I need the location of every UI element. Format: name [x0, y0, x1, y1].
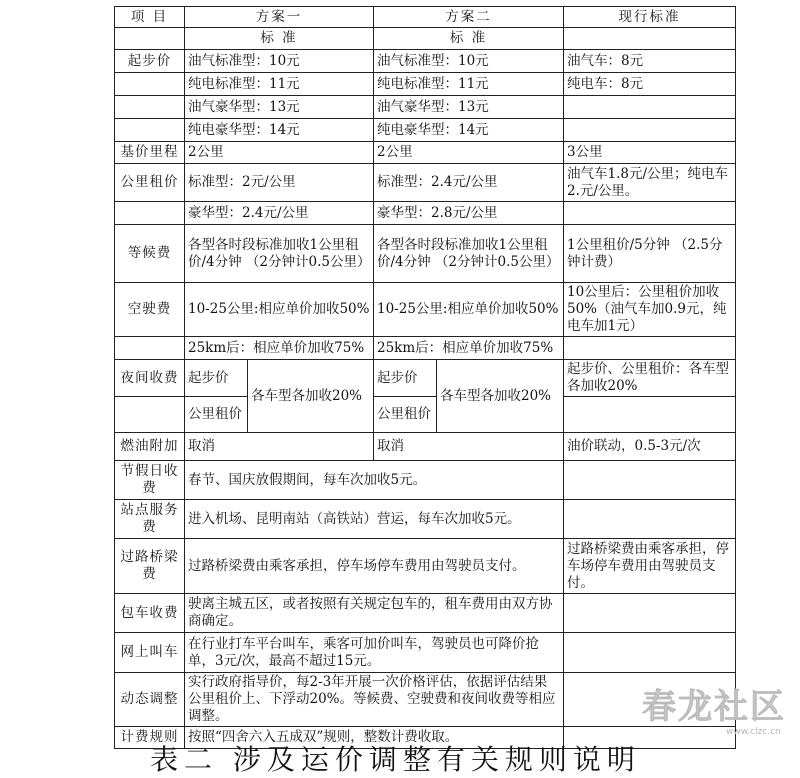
cell: 公里租价: [374, 397, 437, 433]
cell: 标准型：2元/公里: [185, 164, 374, 202]
table-row: [115, 337, 736, 360]
cell: 油气豪华型：13元: [185, 96, 374, 119]
caption-cutoff: 表二 涉及运价调整有关规则说明: [150, 743, 641, 776]
table-row: [115, 73, 736, 96]
cell: 豪华型：2.8元/公里: [374, 202, 564, 225]
table-row: [115, 633, 736, 673]
row-label-waiting-fee: 等候费: [115, 225, 185, 283]
cell: 实行政府指导价，每2-3年开展一次价格评估，依据评估结果公里租价上、下浮动20%。等候费、空驶费和夜间收费等相应调整。: [185, 673, 564, 727]
cell: 取消: [374, 433, 564, 461]
cell: 油气车：8元: [564, 50, 736, 73]
cell: 3公里: [564, 142, 736, 164]
header-current: 现行标准: [564, 7, 736, 28]
empty-cell: [564, 202, 736, 225]
cell: 2公里: [374, 142, 564, 164]
fare-comparison-table: [114, 6, 736, 749]
cell: 过路桥梁费由乘客承担，停车场停车费用由驾驶员支付。: [185, 539, 564, 594]
row-label-night-fee: 夜间收费: [115, 360, 185, 397]
table-row: [115, 283, 736, 337]
cell: 过路桥梁费由乘客承担，停车场停车费用由驾驶员支付。: [564, 539, 736, 594]
row-label-base-mileage: 基价里程: [115, 142, 185, 164]
row-label-billing-rule: 计费规则: [115, 727, 185, 749]
cell: 豪华型：2.4元/公里: [185, 202, 374, 225]
table-row: [115, 433, 736, 461]
watermark-text: 春龙社区: [642, 687, 786, 727]
empty-cell: [115, 28, 185, 50]
row-label-charter-fee: 包车收费: [115, 594, 185, 633]
cell: 10-25公里:相应单价加收50%: [374, 283, 564, 337]
table-row: [115, 50, 736, 73]
row-label-online-call: 网上叫车: [115, 633, 185, 673]
cell: 25km后：相应单价加收75%: [185, 337, 374, 360]
watermark-logo: [638, 680, 798, 740]
cell: 各车型各加收20%: [437, 360, 564, 433]
cell: 起步价、公里租价：各车型各加收20%: [564, 360, 736, 397]
header-plan2: 方案二: [374, 7, 564, 28]
cell: 按照“四舍六入五成双”规则，整数计费收取。: [185, 727, 564, 749]
empty-cell: [115, 397, 185, 433]
empty-cell: [564, 119, 736, 142]
row-label-fuel-fee: 燃油附加: [115, 433, 185, 461]
standard-label-plan1: 标 准: [185, 28, 374, 50]
row-label-dynamic-adj: 动态调整: [115, 673, 185, 727]
table-header-row: [115, 7, 736, 28]
row-label-start-price: 起步价: [115, 50, 185, 73]
table-row: [115, 96, 736, 119]
table-row: [115, 119, 736, 142]
cell: 25km后：相应单价加收75%: [374, 337, 564, 360]
empty-cell: [564, 337, 736, 360]
header-plan1: 方案一: [185, 7, 374, 28]
row-label-km-price: 公里租价: [115, 164, 185, 202]
cell: 油气车1.8元/公里；纯电车2.元/公里。: [564, 164, 736, 202]
cell: 各型各时段标准加收1公里租价/4分钟 （2分钟计0.5公里）: [374, 225, 564, 283]
empty-cell: [115, 119, 185, 142]
row-label-toll-fee: 过路桥梁费: [115, 539, 185, 594]
standard-label-plan2: 标 准: [374, 28, 564, 50]
table-row: [115, 397, 736, 433]
table-row: [115, 500, 736, 539]
table-row: [115, 225, 736, 283]
watermark-url: www.clzc.cn: [726, 727, 781, 737]
cell: 各型各时段标准加收1公里租价/4分钟 （2分钟计0.5公里）: [185, 225, 374, 283]
cell: 纯电豪华型：14元: [185, 119, 374, 142]
cell: 春节、国庆放假期间，每车次加收5元。: [185, 461, 564, 500]
cell: 各车型各加收20%: [248, 360, 374, 433]
empty-cell: [564, 28, 736, 50]
empty-cell: [115, 337, 185, 360]
empty-cell: [564, 633, 736, 673]
cell: 纯电标准型：11元: [374, 73, 564, 96]
table-row: [115, 594, 736, 633]
cell: 公里租价: [185, 397, 248, 433]
table-row: [115, 539, 736, 594]
row-label-holiday-fee: 节假日收费: [115, 461, 185, 500]
empty-cell: [564, 594, 736, 633]
cell: 油气标准型：10元: [185, 50, 374, 73]
empty-cell: [564, 96, 736, 119]
empty-cell: [564, 500, 736, 539]
table-row: [115, 164, 736, 202]
table-row: [115, 461, 736, 500]
cell: 驶离主城五区，或者按照有关规定包车的，租车费用由双方协商确定。: [185, 594, 564, 633]
cell: 起步价: [374, 360, 437, 397]
cell: 10公里后：公里租价加收50%（油气车加0.9元，纯电车加1元）: [564, 283, 736, 337]
table-row: [115, 202, 736, 225]
empty-cell: [564, 397, 736, 433]
header-item: 项 目: [115, 7, 185, 28]
cell: 取消: [185, 433, 374, 461]
cell: 纯电标准型：11元: [185, 73, 374, 96]
cell: 10-25公里:相应单价加收50%: [185, 283, 374, 337]
table-row: [115, 142, 736, 164]
empty-cell: [115, 96, 185, 119]
cell: 标准型：2.4元/公里: [374, 164, 564, 202]
cell: 1公里租价/5分钟 （2.5分钟计费）: [564, 225, 736, 283]
row-label-empty-fee: 空驶费: [115, 283, 185, 337]
standard-row: [115, 28, 736, 50]
cell: 2公里: [185, 142, 374, 164]
cell: 在行业打车平台叫车，乘客可加价叫车，驾驶员也可降价抢单，3元/次，最高不超过15元。: [185, 633, 564, 673]
table-row: [115, 360, 736, 397]
cell: 起步价: [185, 360, 248, 397]
row-label-station-fee: 站点服务费: [115, 500, 185, 539]
empty-cell: [115, 73, 185, 96]
cell: 进入机场、昆明南站（高铁站）营运，每车次加收5元。: [185, 500, 564, 539]
cell: 纯电车：8元: [564, 73, 736, 96]
empty-cell: [115, 202, 185, 225]
empty-cell: [564, 461, 736, 500]
cell: 油价联动，0.5-3元/次: [564, 433, 736, 461]
cell: 油气标准型：10元: [374, 50, 564, 73]
cell: 油气豪华型：13元: [374, 96, 564, 119]
cell: 纯电豪华型：14元: [374, 119, 564, 142]
